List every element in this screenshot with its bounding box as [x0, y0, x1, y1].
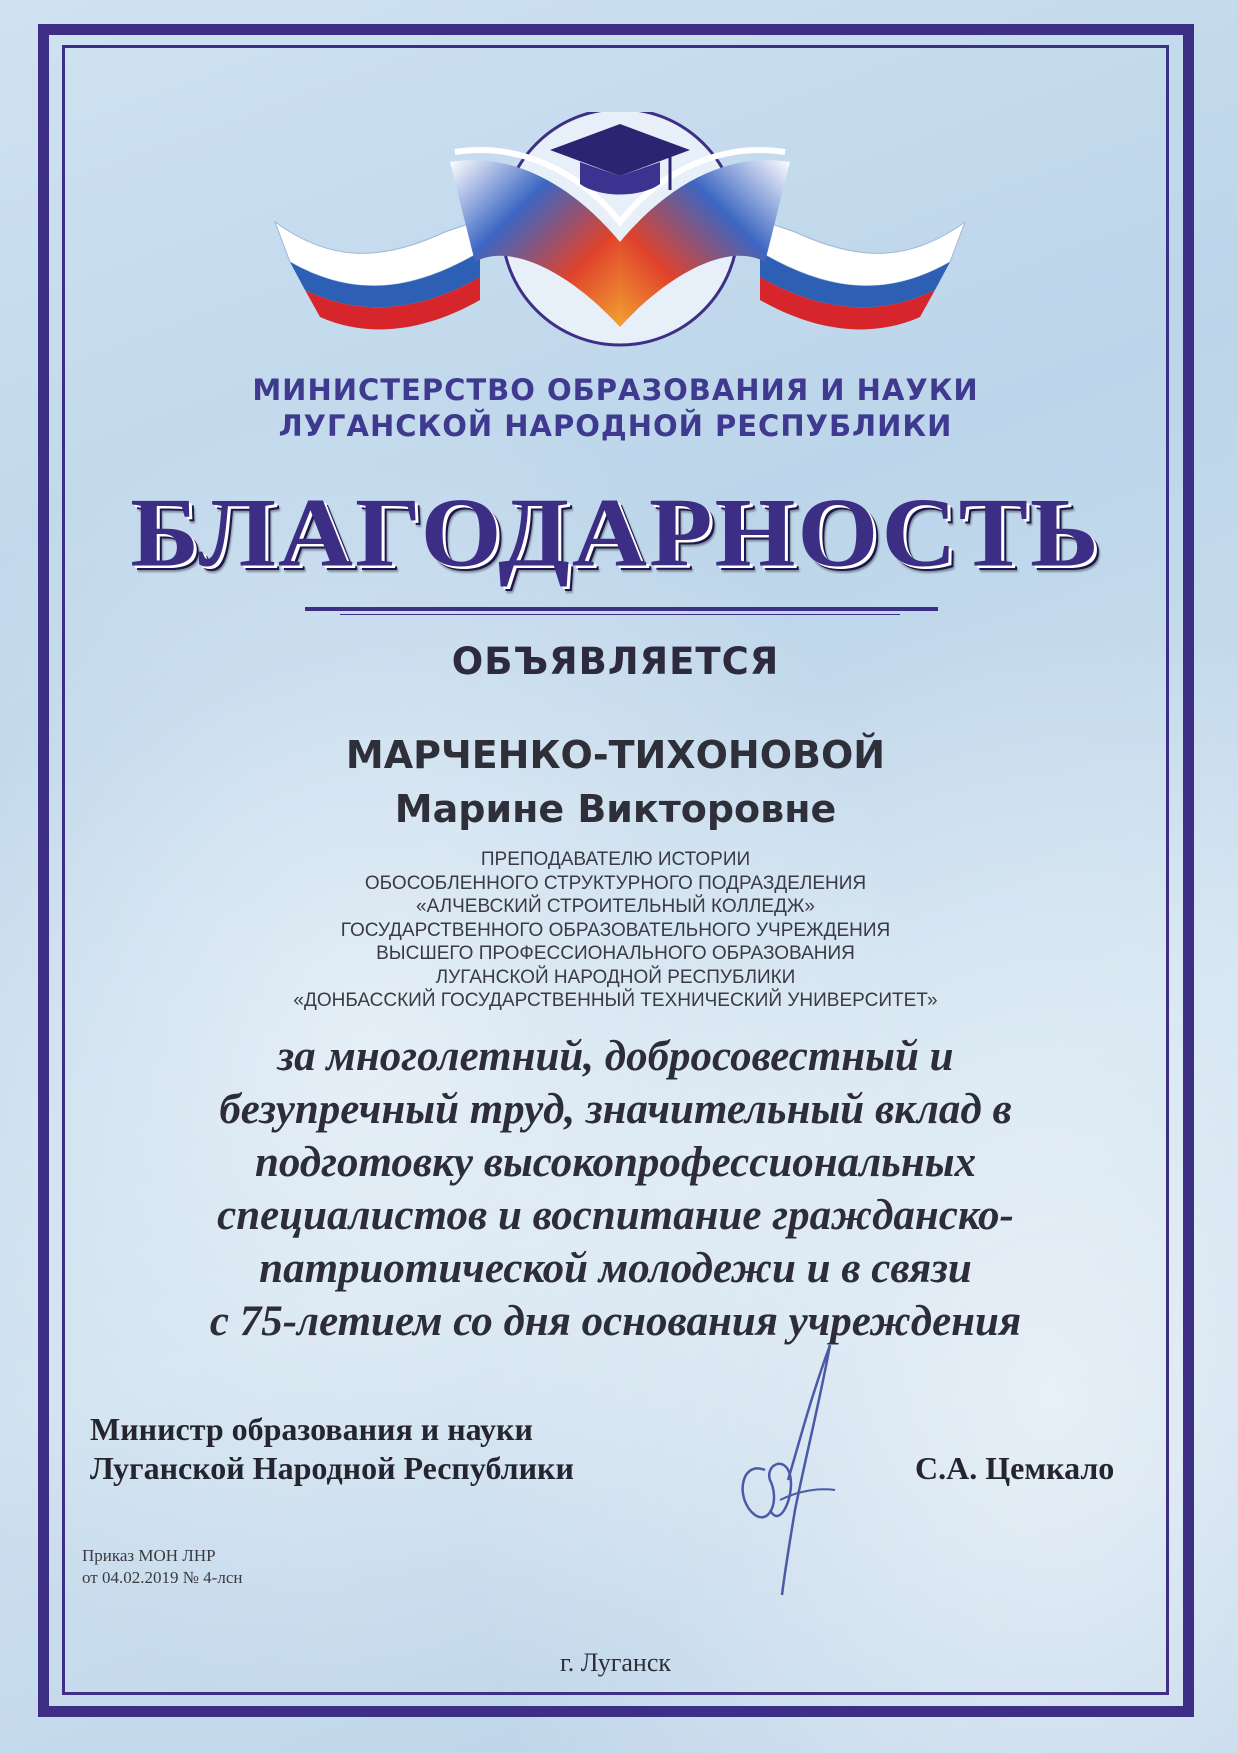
recipient-given-name: Марине Викторовне: [394, 787, 837, 831]
position-line: ОБОСОБЛЕННОГО СТРУКТУРНОГО ПОДРАЗДЕЛЕНИЯ: [364, 872, 867, 894]
signer-title: [90, 1410, 574, 1488]
position-line: «ДОНБАССКИЙ ГОСУДАРСТВЕННЫЙ ТЕХНИЧЕСКИЙ УНИВЕРСИТЕТ»: [293, 990, 938, 1011]
position-line: ГОСУДАРСТВЕННОГО ОБРАЗОВАТЕЛЬНОГО УЧРЕЖДЕНИЯ: [340, 919, 891, 941]
order-reference: [82, 1545, 242, 1589]
reason-line: за многолетний, добросовестный и: [277, 1033, 954, 1080]
signer-title-line-1: Министр образования и науки: [90, 1411, 533, 1447]
certificate-title: БЛАГОДАРНОСТЬ: [130, 477, 1101, 588]
title-underline-thin: [340, 614, 900, 615]
title-underline: [305, 607, 938, 611]
award-reason: [62, 1030, 1169, 1348]
recipient-position: [62, 848, 1169, 1013]
position-line: ПРЕПОДАВАТЕЛЮ ИСТОРИИ: [480, 849, 751, 870]
announce-label: ОБЪЯВЛЯЕТСЯ: [451, 640, 780, 683]
position-line: ЛУГАНСКОЙ НАРОДНОЙ РЕСПУБЛИКИ: [435, 966, 796, 988]
signer-name: С.А. Цемкало: [915, 1450, 1115, 1486]
ministry-line-2: ЛУГАНСКОЙ НАРОДНОЙ РЕСПУБЛИКИ: [278, 409, 953, 443]
reason-line: безупречный труд, значительный вклад в: [219, 1086, 1012, 1133]
reason-line: патриотической молодежи и в связи: [259, 1245, 972, 1292]
position-line: ВЫСШЕГО ПРОФЕССИОНАЛЬНОГО ОБРАЗОВАНИЯ: [376, 943, 855, 964]
ministry-name: [62, 372, 1169, 444]
ministry-emblem-icon: [270, 112, 970, 362]
handwritten-signature-icon: [710, 1340, 860, 1600]
recipient-surname: МАРЧЕНКО-ТИХОНОВОЙ: [345, 733, 886, 777]
signer-title-line-2: Луганской Народной Республики: [90, 1450, 574, 1486]
reason-line: подготовку высокопрофессиональных: [254, 1139, 977, 1186]
position-line: «АЛЧЕВСКИЙ СТРОИТЕЛЬНЫЙ КОЛЛЕДЖ»: [416, 896, 815, 917]
city-label: г. Луганск: [559, 1648, 671, 1677]
order-line-2: от 04.02.2019 № 4-лсн: [82, 1568, 243, 1587]
ministry-line-1: МИНИСТЕРСТВО ОБРАЗОВАНИЯ И НАУКИ: [252, 373, 979, 407]
reason-line: специалистов и воспитание гражданско-: [217, 1192, 1014, 1239]
order-line-1: Приказ МОН ЛНР: [82, 1546, 216, 1565]
reason-line: с 75-летием со дня основания учреждения: [209, 1298, 1022, 1345]
